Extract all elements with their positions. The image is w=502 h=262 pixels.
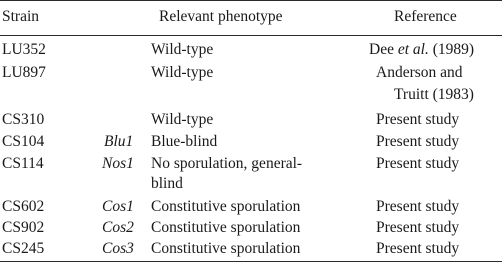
table-row-phenotype: Constitutive sporulation xyxy=(151,198,301,215)
table-row-gene: Cos2 xyxy=(102,219,134,236)
table-row-reference: Present study xyxy=(376,240,460,257)
table-row-phenotype: Wild-type xyxy=(151,41,214,58)
table-row-phenotype: Constitutive sporulation xyxy=(151,219,301,236)
table-row-reference: Dee et al. (1989) xyxy=(369,41,475,58)
table-row-reference-cont: Truitt (1983) xyxy=(394,86,474,103)
table-row-reference: Anderson and xyxy=(376,64,463,81)
table-row-strain: CS310 xyxy=(2,111,45,128)
table-row-gene: Cos3 xyxy=(102,240,134,257)
table-row-reference: Present study xyxy=(376,198,460,215)
table-row-phenotype: No sporulation, general- xyxy=(151,155,303,172)
table-row-phenotype-cont: blind xyxy=(151,175,183,192)
table-row-reference: Present study xyxy=(376,111,460,128)
table-header-rule xyxy=(0,35,502,36)
table-row-strain: LU897 xyxy=(2,64,46,81)
table-row-reference: Present study xyxy=(376,133,460,150)
table-row-gene: Cos1 xyxy=(102,198,134,215)
table-row-strain: CS104 xyxy=(2,133,45,150)
table-row-strain: CS114 xyxy=(2,155,44,172)
header-strain: Strain xyxy=(2,8,40,25)
header-reference: Reference xyxy=(394,8,457,25)
table-row-reference: Present study xyxy=(376,155,460,172)
table-row-strain: CS902 xyxy=(2,219,45,236)
table-row-gene: Nos1 xyxy=(102,155,134,172)
table-row-reference: Present study xyxy=(376,219,460,236)
table-row-strain: LU352 xyxy=(2,41,46,58)
table-row-strain: CS245 xyxy=(2,240,45,257)
header-phenotype: Relevant phenotype xyxy=(159,8,283,25)
table-row-phenotype: Blue-blind xyxy=(151,133,218,150)
table-row-strain: CS602 xyxy=(2,198,45,215)
table-top-rule xyxy=(0,0,502,1)
table-row-gene: Blu1 xyxy=(104,133,134,150)
table-row-phenotype: Wild-type xyxy=(151,64,214,81)
table-row-phenotype: Constitutive sporulation xyxy=(151,240,301,257)
table-row-phenotype: Wild-type xyxy=(151,111,214,128)
